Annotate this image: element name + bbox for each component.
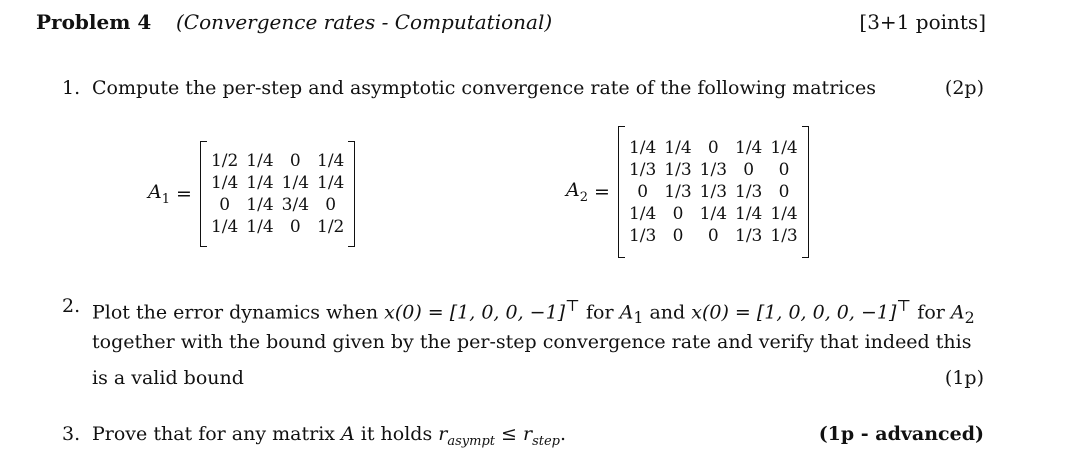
matrix-cell: 1/4 xyxy=(210,173,239,193)
matrix-cell: 1/3 xyxy=(628,160,657,180)
matrix-table xyxy=(207,150,348,238)
matrix-cell: 1/4 xyxy=(699,204,728,224)
matrix-cell: 1/4 xyxy=(628,138,657,158)
matrix-row xyxy=(625,181,802,203)
matrix-cell: 0 xyxy=(219,195,231,215)
matrix-cell: 1/4 xyxy=(770,138,798,158)
matrix-cell: 1/4 xyxy=(735,138,763,158)
matrix-cell: 3/4 xyxy=(281,195,310,215)
matrix-row xyxy=(207,172,348,194)
matrix-a2 xyxy=(566,124,809,260)
list-item-1 xyxy=(62,70,984,106)
matrix-cell: 1/3 xyxy=(699,182,728,202)
problem-subtitle: (Convergence rates - Computational) xyxy=(176,10,553,34)
matrix-cell: 1/3 xyxy=(664,182,692,202)
problem-header xyxy=(36,10,986,42)
matrix-cell: 1/4 xyxy=(246,173,274,193)
item-number: 3. xyxy=(62,423,81,445)
matrix-cell: 1/3 xyxy=(628,226,657,246)
matrix-cell: 1/4 xyxy=(246,151,274,171)
item-text-line-2: together with the bound given by the per-step convergence rate and verify that indeed this xyxy=(92,331,972,353)
item-text: Compute the per-step and asymptotic convergence rate of the following matrices xyxy=(92,77,876,99)
right-bracket xyxy=(348,141,355,247)
matrix-cell: 1/2 xyxy=(210,151,239,171)
matrix-cell: 0 xyxy=(778,182,790,202)
matrix-cell: 0 xyxy=(707,226,719,246)
matrix-label: $A_2$ xyxy=(566,179,589,205)
matrix-cell: 1/3 xyxy=(735,182,763,202)
left-bracket xyxy=(200,141,207,247)
matrix-cell: 0 xyxy=(672,204,684,224)
matrix-cell: 0 xyxy=(325,195,337,215)
matrix-cell: 1/4 xyxy=(210,217,239,237)
matrix-row xyxy=(625,203,802,225)
matrix-cell: 0 xyxy=(289,151,301,171)
matrix-cell: 1/3 xyxy=(699,160,728,180)
matrix-cell: 1/3 xyxy=(735,226,763,246)
item-text-line-1: Plot the error dynamics when x(0) = [1, 0, 0, −1]⊤ for $A_1$ and x(0) = [1, 0, 0, 0, −1]⊤ for $A_2$ xyxy=(92,296,975,328)
matrix-row xyxy=(625,225,802,247)
list-item-2 xyxy=(62,288,984,398)
initial-condition: x(0) = [1, 0, 0, 0, −1] xyxy=(691,301,897,324)
matrix-table xyxy=(625,137,802,247)
matrix-cell: 1/4 xyxy=(628,204,657,224)
list-item-3 xyxy=(62,416,984,452)
matrix-a1 xyxy=(148,140,355,248)
equals-sign: = xyxy=(594,181,610,203)
matrix-cell: 0 xyxy=(289,217,301,237)
matrix-row xyxy=(207,216,348,238)
item-text: Prove that for any matrix A it holds $r_{asympt} \le r_{step}$. xyxy=(92,423,567,449)
item-number: 1. xyxy=(62,77,81,99)
matrix-cell: 1/4 xyxy=(317,151,345,171)
equals-sign: = xyxy=(176,183,192,205)
matrix-cell: 1/3 xyxy=(770,226,798,246)
left-bracket xyxy=(618,126,625,258)
item-text-line-3: is a valid bound xyxy=(92,367,244,389)
matrix-cell: 1/4 xyxy=(317,173,345,193)
matrix-cell: 0 xyxy=(707,138,719,158)
right-bracket xyxy=(802,126,809,258)
matrix-cell: 0 xyxy=(672,226,684,246)
item-points: (2p) xyxy=(944,77,984,99)
matrix-cell: 0 xyxy=(743,160,755,180)
matrix-cell: 1/4 xyxy=(246,195,274,215)
matrix-cell: 1/4 xyxy=(246,217,274,237)
item-points: (1p) xyxy=(944,367,984,389)
matrix-cell: 0 xyxy=(637,182,649,202)
matrix-cell: 1/2 xyxy=(317,217,345,237)
matrix-cell: 1/4 xyxy=(281,173,310,193)
problem-points: [3+1 points] xyxy=(859,10,986,34)
matrix-row xyxy=(625,137,802,159)
matrix-row xyxy=(207,194,348,216)
matrix-label: $A_1$ xyxy=(148,181,171,207)
matrix-row xyxy=(625,159,802,181)
matrix-cell: 0 xyxy=(778,160,790,180)
matrix-row xyxy=(207,150,348,172)
item-points: (1p - advanced) xyxy=(818,423,984,445)
initial-condition: x(0) = [1, 0, 0, −1] xyxy=(384,301,566,324)
matrix-cell: 1/3 xyxy=(664,160,692,180)
matrix-cell: 1/4 xyxy=(770,204,798,224)
matrix-cell: 1/4 xyxy=(735,204,763,224)
matrix-cell: 1/4 xyxy=(664,138,692,158)
problem-title: Problem 4 xyxy=(36,10,152,34)
item-number: 2. xyxy=(62,295,81,317)
